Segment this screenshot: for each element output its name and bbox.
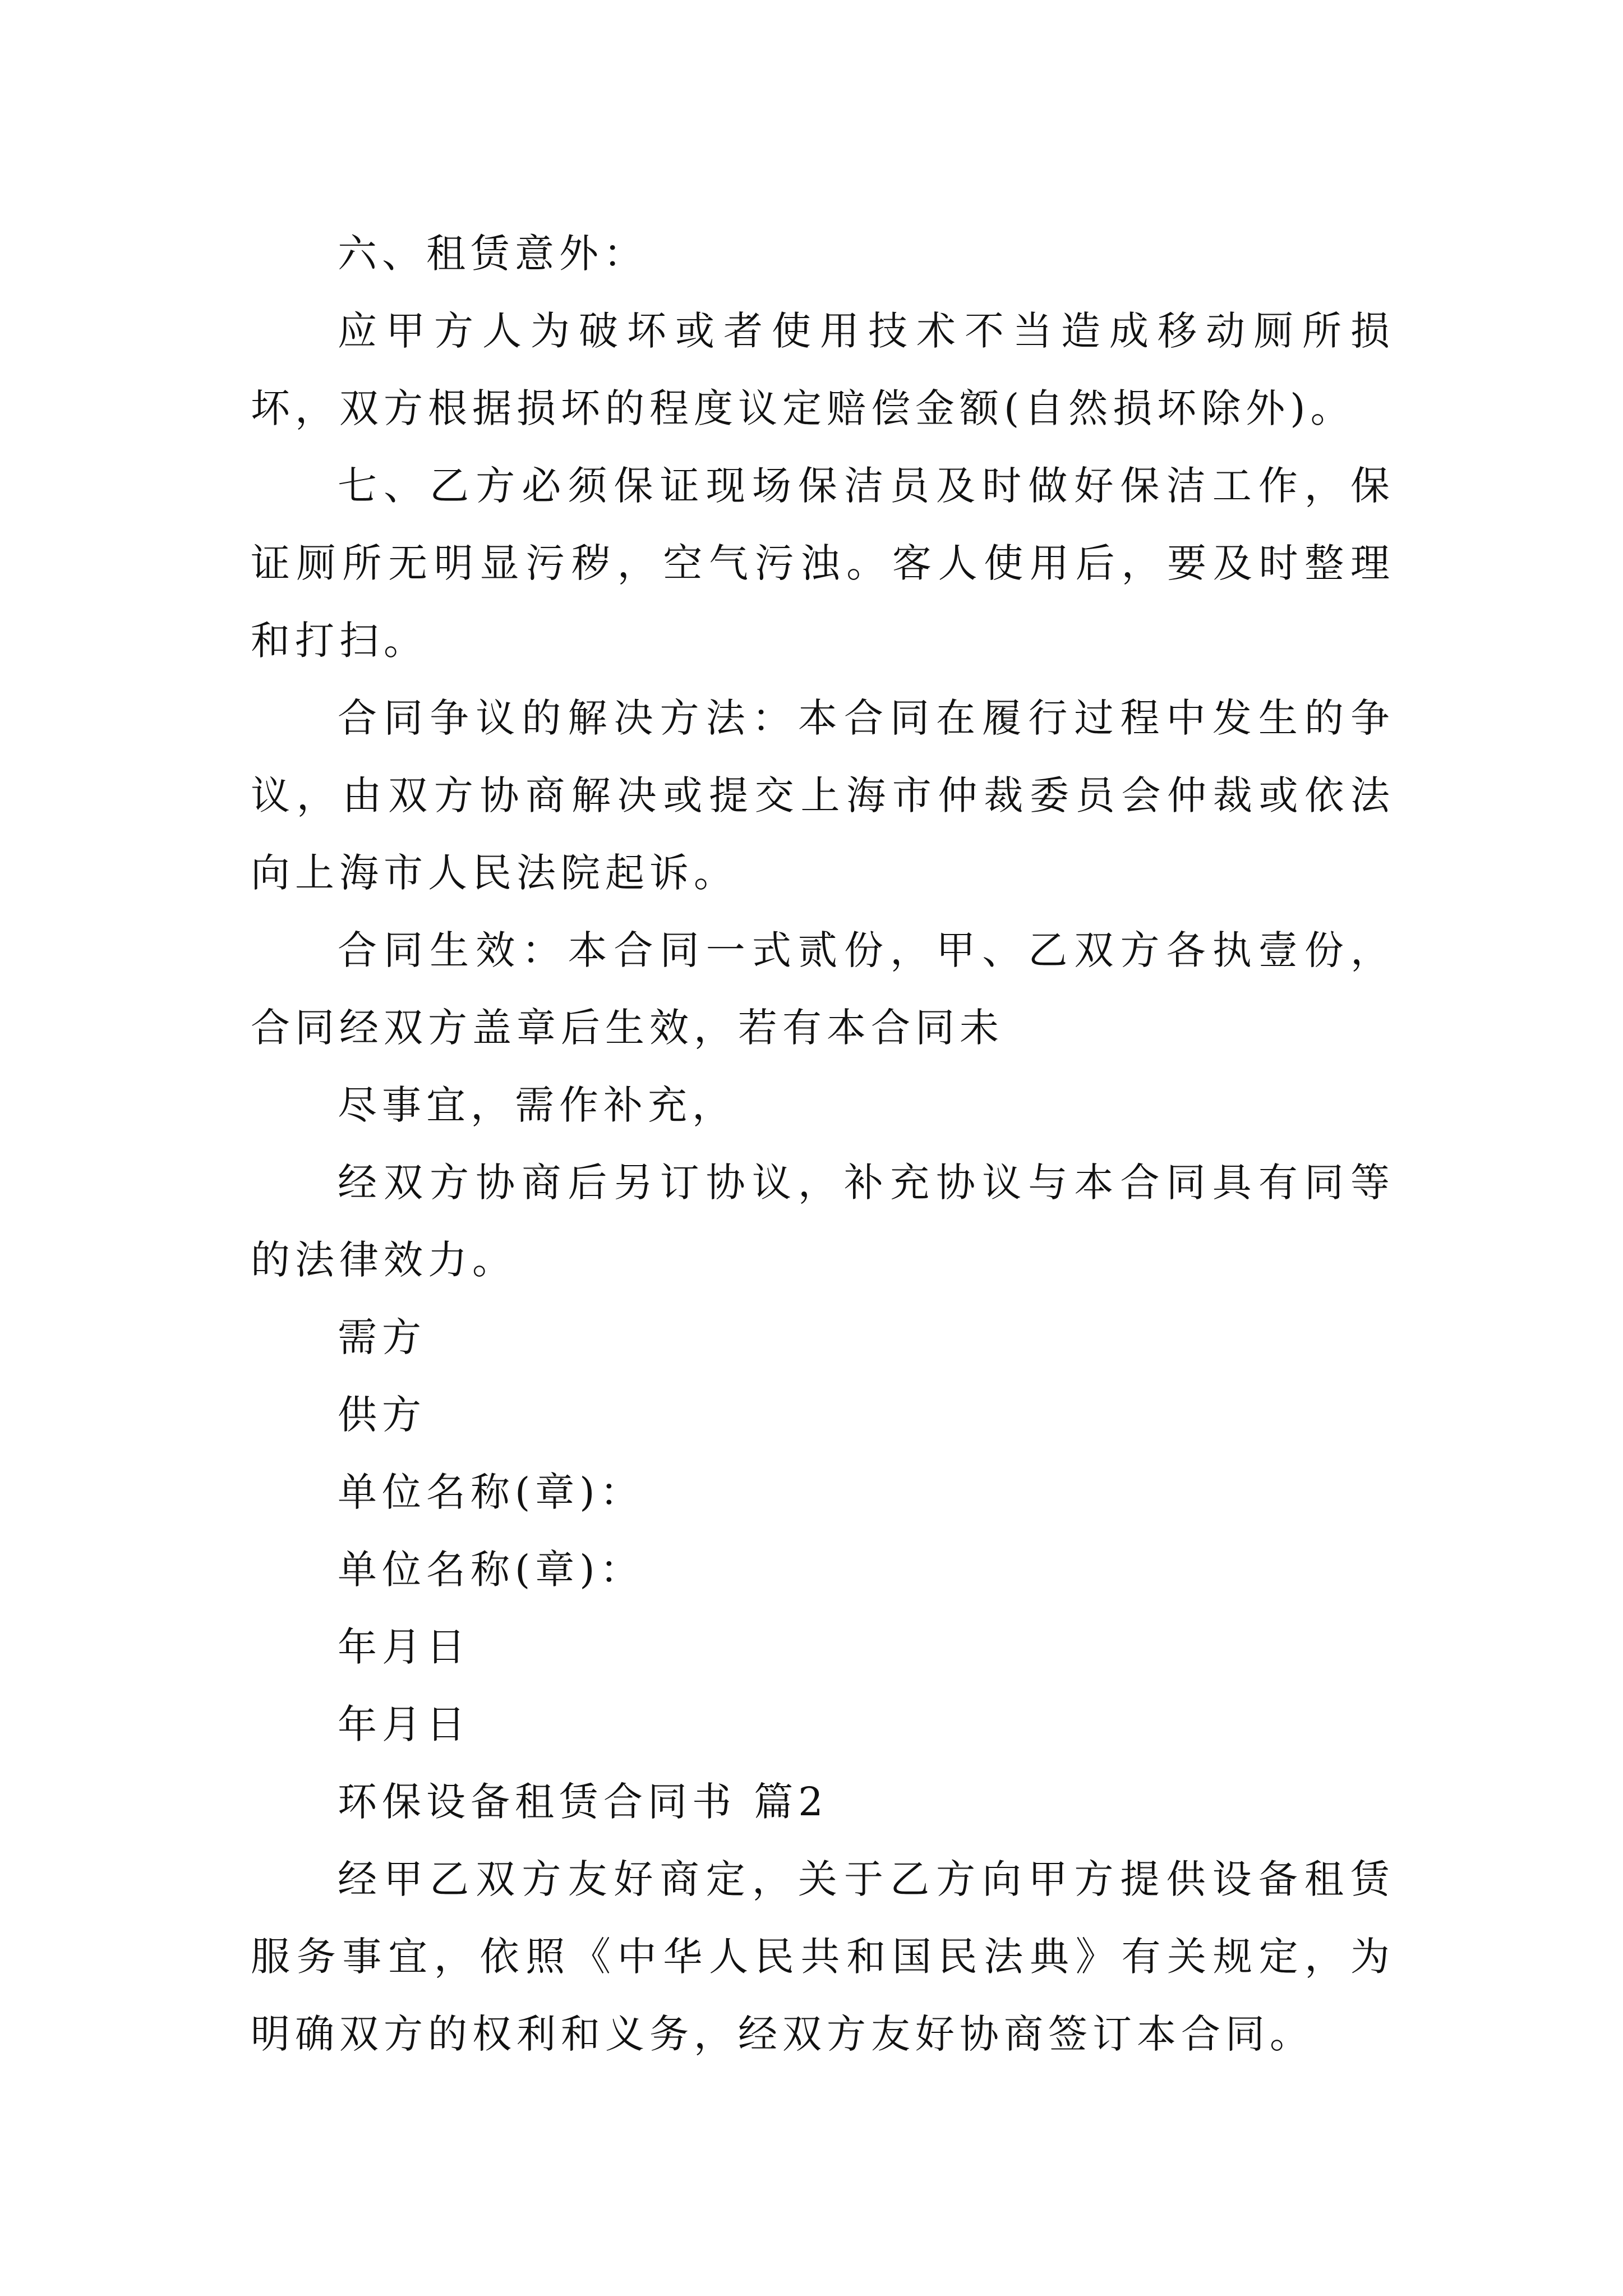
- document-body: [251, 215, 1395, 2073]
- signature-date-2: 年月日: [338, 1701, 471, 1747]
- section-title-part-2: 环保设备租赁合同书 篇2: [338, 1779, 828, 1825]
- paragraph-damage-compensation: 应甲方人为破坏或者使用技术不当造成移动厕所损坏，双方根据损坏的程度议定赔偿金额(自然损坏除外)。: [251, 308, 1395, 431]
- signature-buyer-label: 需方: [338, 1314, 426, 1360]
- signature-unit-name-1: 单位名称(章)：: [338, 1469, 644, 1515]
- paragraph-supplement: 尽事宜，需作补充，: [338, 1082, 736, 1128]
- signature-unit-name-2: 单位名称(章)：: [338, 1547, 644, 1593]
- signature-date-1: 年月日: [338, 1624, 471, 1670]
- paragraph-cleaning-duty: 七、乙方必须保证现场保洁员及时做好保洁工作，保证厕所无明显污秽，空气污浊。客人使用后，要及时整理和打扫。: [251, 463, 1395, 664]
- section-heading-lease-accident: 六、租赁意外：: [338, 231, 648, 277]
- paragraph-supplement-agreement: 经双方协商后另订协议，补充协议与本合同具有同等的法律效力。: [251, 1159, 1395, 1283]
- paragraph-dispute-resolution: 合同争议的解决方法：本合同在履行过程中发生的争议，由双方协商解决或提交上海市仲裁委员会仲裁或依法向上海市人民法院起诉。: [251, 695, 1395, 896]
- paragraph-intro-part-2: 经甲乙双方友好商定，关于乙方向甲方提供设备租赁服务事宜，依照《中华人民共和国民法典》有关规定，为明确双方的权利和义务，经双方友好协商签订本合同。: [251, 1856, 1395, 2057]
- paragraph-contract-effect: 合同生效：本合同一式贰份，甲、乙双方各执壹份，合同经双方盖章后生效，若有本合同未: [251, 927, 1395, 1051]
- signature-supplier-label: 供方: [338, 1392, 426, 1438]
